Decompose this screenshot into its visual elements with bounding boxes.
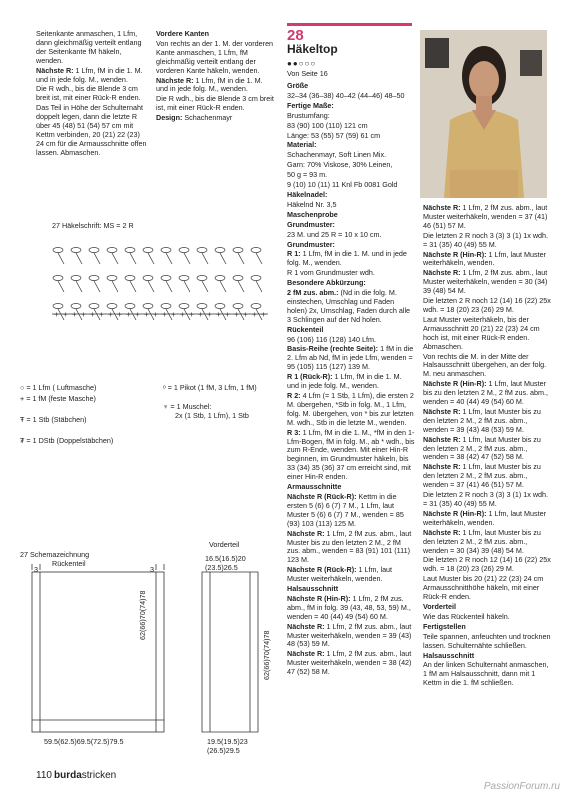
paragraph-text: Die letzten 2 R noch 12 (14) 16 (22) 25x wdh. = 18 (20) 23 (26) 29 M.	[423, 555, 551, 574]
single-crochet-mark: +	[54, 310, 59, 319]
bold-heading: Nächste R:	[423, 462, 461, 472]
single-crochet-mark: +	[207, 310, 212, 319]
paragraph-text: 23 M. und 25 R = 10 x 10 cm.	[287, 229, 382, 239]
col3-paragraph	[287, 623, 415, 650]
paragraph-text: Von rechts an der 1. M. der vorderen Kante anmaschen, 1 Lfm, fM gleichmäßig verteilt entlang der vorderen Kante häkeln, wenden.	[156, 38, 274, 75]
chain-loop	[215, 276, 225, 281]
col3-paragraph	[287, 201, 415, 210]
col3-paragraph	[287, 102, 415, 111]
single-crochet-mark: +	[234, 310, 239, 319]
single-crochet-mark: +	[225, 310, 230, 319]
col3-paragraph	[287, 141, 415, 150]
stitch-stroke	[76, 253, 82, 264]
col3-paragraph	[287, 585, 415, 594]
mid_col-paragraph	[156, 95, 276, 113]
single-crochet-mark: +	[81, 310, 86, 319]
paragraph-text: Teile spannen, anfeuchten und trocknen lassen. Schulternähte schließen.	[423, 631, 551, 650]
pattern-number: 28	[287, 27, 304, 44]
single-crochet-mark: +	[108, 310, 113, 319]
bold-heading: Nächste R:	[287, 621, 325, 631]
chain-loop	[53, 276, 63, 281]
col3-paragraph	[287, 566, 415, 584]
single-crochet-mark: +	[216, 310, 221, 319]
bold-heading: Vordere Kanten	[156, 29, 209, 38]
left_col-paragraph	[36, 30, 148, 66]
col4-paragraph	[423, 232, 551, 250]
chain-loop	[161, 276, 171, 281]
stitch-stroke	[94, 281, 100, 292]
chain-loop	[233, 276, 243, 281]
bold-heading: Nächste R:	[287, 649, 325, 659]
stitch-stroke	[202, 253, 208, 264]
paragraph-text: Laut Muster weiterhäkeln, bis der Armausschnitt 20 (21) 22 (23) 24 cm hoch ist, mit einer Rück-R enden. Abmaschen.	[423, 314, 540, 351]
bold-heading: Design:	[156, 113, 183, 123]
chain-loop	[233, 304, 243, 309]
paragraph-text: 1 Lfm, laut Muster weiterhäkeln, wenden.	[287, 565, 393, 584]
chain-loop	[143, 276, 153, 281]
single-crochet-mark: +	[126, 310, 131, 319]
chain-loop	[89, 248, 99, 253]
col3-paragraph	[287, 326, 415, 335]
paragraph-text: 1 Lfm, laut Muster bis zu den letzten 2 M., 2 fM zus. abm., wenden = 38 (42) 47 (52) 58 M.	[423, 434, 541, 462]
bold-heading: Nächste R:	[423, 434, 461, 444]
single-crochet-mark: +	[162, 310, 167, 319]
bold-heading: Nächste R:	[423, 203, 461, 212]
front-label: Vorderteil	[209, 540, 240, 549]
col3-paragraph	[287, 250, 415, 268]
bold-heading: Grundmuster:	[287, 219, 335, 229]
paragraph-text: 1 fM in die 2. Lfm ab Nd, fM in jede Lfm, wenden = 95 (105) 115 (127) 139 M.	[287, 344, 414, 372]
bold-heading: Halsausschnitt	[423, 650, 475, 660]
bold-heading: Nächste R:	[287, 528, 325, 538]
stitch-stroke	[58, 281, 64, 292]
chain-loop	[143, 248, 153, 253]
col3-paragraph	[287, 279, 415, 288]
schema-drawing	[20, 560, 280, 750]
col3-paragraph	[287, 650, 415, 677]
bold-heading: Nächste R (Hin-R):	[423, 249, 487, 259]
page-ref: Von Seite 16	[287, 69, 328, 78]
col3-paragraph	[287, 269, 415, 278]
single-crochet-mark: +	[180, 310, 185, 319]
single-crochet-mark: +	[198, 310, 203, 319]
left_col-paragraph	[36, 67, 148, 85]
bold-heading: Grundmuster:	[287, 239, 335, 249]
middle-column-text	[156, 30, 276, 124]
paragraph-text: 1 Lfm, laut Muster weiterhäkeln, wenden.	[423, 249, 547, 268]
stitch-stroke	[112, 253, 118, 264]
col3-paragraph	[287, 122, 415, 131]
col4-paragraph	[423, 408, 551, 435]
col4-paragraph	[423, 603, 551, 612]
chain-loop	[125, 276, 135, 281]
picot-icon: ᵒ	[163, 383, 166, 392]
double-crochet-icon: Ŧ	[20, 415, 25, 424]
single-crochet-mark: +	[171, 310, 176, 319]
chain-loop	[251, 248, 261, 253]
col4-paragraph	[423, 613, 551, 622]
paragraph-text: 9 (10) 10 (11) 11 Knl Fb 0081 Gold	[287, 180, 398, 190]
paragraph-text: Seitenkante anmaschen, 1 Lfm, dann gleichmäßig verteilt entlang der Seitenkante fM häkeln, wenden.	[36, 29, 142, 65]
stitch-stroke	[130, 281, 136, 292]
bold-heading: Nächste R:	[423, 527, 461, 537]
paragraph-text: An der linken Schulternaht anmaschen, 1 fM am Halsausschnitt, dann mit 1 Kettm in die 1. fM schließen.	[423, 660, 549, 688]
watermark: PassionForum.ru	[483, 781, 560, 792]
chain-loop	[161, 248, 171, 253]
back-label: Rückenteil	[52, 559, 86, 568]
paragraph-text: 1 Lfm, 2 fM zus. abm., laut Muster bis zu den letzten 2 M., 2 fM zus. abm., wenden = 83 (91) 101 (111) 123 M.	[287, 528, 412, 565]
paragraph-text: Die letzten 2 R noch 3 (3) 3 (1) 1x wdh. = 31 (35) 40 (49) 55 M.	[423, 490, 549, 508]
col3-paragraph	[287, 493, 415, 529]
bold-heading: Nächste R:	[156, 75, 194, 85]
stitch-stroke	[148, 253, 154, 264]
single-crochet-mark: +	[117, 310, 122, 319]
paragraph-text: 1 Lfm, fM in die 1. M. und in jede folg. M., wenden.	[156, 75, 263, 94]
col4-paragraph	[423, 491, 551, 509]
chain-loop	[89, 276, 99, 281]
paragraph-text: Länge: 53 (55) 57 (59) 61 cm	[287, 130, 381, 140]
paragraph-text: 1 Lfm, 2 fM zus. abm., laut Muster weiterhäkeln, wenden = 37 (41) 46 (51) 57 M.	[423, 203, 548, 230]
col4-paragraph	[423, 661, 551, 688]
stitch-stroke	[238, 253, 244, 264]
difficulty-dots: ●●○○○	[287, 59, 317, 68]
mid_col-paragraph	[156, 77, 276, 95]
back-mark-right: 3	[150, 565, 154, 574]
col3-paragraph	[287, 151, 415, 160]
left_col-paragraph	[36, 104, 148, 157]
single-crochet-mark: +	[90, 310, 95, 319]
paragraph-text: 1 Lfm, laut Muster weiterhäkeln, wenden.	[423, 508, 547, 527]
paragraph-text: 1 Lfm, 2 fM zus. abm., laut Muster weiterhäkeln, wenden = 39 (43) 48 (53) 59 M.	[287, 621, 412, 649]
chain-loop	[215, 304, 225, 309]
chart-label: 27 Häkelschrift: MS = 2 R	[52, 221, 134, 230]
col3-paragraph	[287, 241, 415, 250]
paragraph-text: 32–34 (36–38) 40–42 (44–46) 48–50	[287, 90, 405, 100]
mid_col-paragraph	[156, 114, 276, 123]
bold-heading: 2 fM zus. abm.:	[287, 288, 339, 298]
paragraph-text: 50 g = 93 m.	[287, 170, 328, 180]
chain-loop	[179, 304, 189, 309]
col3-paragraph	[287, 191, 415, 200]
single-crochet-mark: +	[99, 310, 104, 319]
stitch-stroke	[220, 281, 226, 292]
col4-paragraph	[423, 510, 551, 528]
col3-paragraph	[287, 483, 415, 492]
col3-paragraph	[287, 171, 415, 180]
paragraph-text: 1 Lfm, fM in die 1. M. und in jede folg. M., wenden.	[36, 65, 143, 84]
chain-loop	[179, 248, 189, 253]
col4-paragraph	[423, 575, 551, 602]
paragraph-text: Häkelnd Nr. 3,5	[287, 199, 337, 209]
bold-heading: R 3:	[287, 427, 301, 437]
bold-heading: Maschenprobe	[287, 209, 338, 219]
paragraph-text: Die letzten 2 R noch 3 (3) 3 (1) 1x wdh. = 31 (35) 40 (49) 55 M.	[423, 230, 549, 249]
bold-heading: Fertigstellen	[423, 621, 466, 631]
front-bottom-width: 19.5(19.5)23	[207, 737, 248, 746]
front-top-width: 16.5(16.5)20	[205, 554, 246, 563]
col4-paragraph	[423, 297, 551, 315]
chain-loop	[107, 276, 117, 281]
paragraph-text: 1 Lfm, 2 fM zus. abm., laut Muster weiterhäkeln, wenden = 30 (34) 39 (48) 54 M.	[423, 268, 548, 296]
col3-paragraph	[287, 595, 415, 622]
chain-loop	[215, 248, 225, 253]
paragraph-text: 1 Lfm, fM in die 1. M. und in jede folg. M., wenden.	[287, 372, 402, 391]
stitch-stroke	[112, 281, 118, 292]
bold-heading: R 2:	[287, 391, 301, 400]
crochet-chart	[40, 232, 280, 322]
paragraph-text: Kettm in die ersten 5 (6) 6 (7) 7 M., 1 Lfm, laut Muster 5 (6) 6 (7) 7 M., wenden = 85 (93) 103 (113) 125 M.	[287, 491, 404, 528]
single-crochet-mark: +	[135, 310, 140, 319]
col4-paragraph	[423, 652, 551, 661]
paragraph-text: 1 Lfm, laut Muster bis zu den letzten 2 M., 2 fM zus. abm., wenden = 30 (34) 39 (48) 54 M.	[423, 527, 541, 555]
bold-heading: Basis-Reihe (rechte Seite):	[287, 344, 379, 354]
stitch-stroke	[202, 281, 208, 292]
back-width: 59.5(62.5)69.5(72.5)79.5	[44, 737, 124, 746]
chain-loop	[125, 248, 135, 253]
paragraph-text: 83 (90) 100 (110) 121 cm	[287, 120, 368, 130]
stitch-stroke	[148, 281, 154, 292]
materials-column-text	[287, 82, 415, 678]
stitch-stroke	[76, 281, 82, 292]
bold-heading: Nächste R (Hin-R):	[287, 593, 351, 603]
paragraph-text: 1 Lfm, fM in die 1. M. und in jede folg. M., wenden.	[287, 249, 407, 268]
paragraph-text: Schachenmayr	[182, 113, 233, 123]
bold-heading: Nächste R:	[423, 406, 461, 416]
chain-loop	[197, 276, 207, 281]
paragraph-text: Schachenmayr, Soft Linen Mix.	[287, 150, 387, 160]
front-height: 62(66)70(74)78	[262, 630, 271, 680]
col4-paragraph	[423, 463, 551, 490]
col3-paragraph	[287, 392, 415, 428]
legend-right: ᵒ = 1 Pikot (1 fM, 3 Lfm, 1 fM) ♆ = 1 Muschel: 2x (1 Stb, 1 Lfm), 1 Stb	[163, 383, 257, 420]
paragraph-text: Wie das Rückenteil häkeln.	[423, 611, 510, 621]
mid_col-paragraph	[156, 40, 276, 76]
bold-heading: Größe	[287, 81, 309, 90]
col3-paragraph	[287, 429, 415, 482]
col4-paragraph	[423, 316, 551, 352]
stitch-stroke	[184, 253, 190, 264]
stitch-stroke	[166, 253, 172, 264]
chain-loop	[71, 304, 81, 309]
col4-paragraph	[423, 251, 551, 269]
col4-paragraph	[423, 529, 551, 556]
col3-paragraph	[287, 231, 415, 240]
model-photo	[420, 30, 547, 198]
paragraph-text: Die R wdh., bis die Blende 3 cm breit ist, mit einer Rück-R enden.	[156, 94, 274, 113]
bold-heading: Nächste R:	[423, 268, 461, 278]
front-top-width-2: (23.5)26.5	[205, 563, 238, 572]
chain-loop	[71, 248, 81, 253]
stitch-stroke	[130, 253, 136, 264]
paragraph-text: 1 Lfm, 2 fM zus. abm., fM in folg. 39 (43, 48, 53, 59) M., wenden = 40 (44) 49 (54) 60 M.	[287, 593, 411, 621]
paragraph-text: Die R wdh., bis die Blende 3 cm breit ist, mit einer Rück-R enden.	[36, 84, 141, 103]
chain-stitch-icon: ○	[20, 383, 25, 392]
paragraph-text: (Nd in die folg. M. einstechen, Umschlag und Faden holen) 2x, Umschlag, Faden durch alle 3 Schlingen auf der Nd holen.	[287, 288, 411, 324]
paragraph-text: 1 Lfm, 2 fM zus. abm., laut Muster weiterhäkeln, wenden = 38 (42) 47 (52) 58 M.	[287, 649, 412, 677]
col3-paragraph	[287, 211, 415, 220]
col3-paragraph	[287, 345, 415, 372]
paragraph-text: Von rechts die M. in der Mitte der Halsausschnitt übergehen, an der folg. M. neu anmaschen.	[423, 351, 547, 379]
paragraph-text: 1 Lfm, laut Muster bis zu den letzten 2 M., 2 fM zus. abm., wenden = 37 (41) 46 (51) 57 M.	[423, 462, 541, 490]
col4-paragraph	[423, 380, 551, 407]
bold-heading: Armausschnitte	[287, 482, 342, 492]
single-crochet-mark: +	[189, 310, 194, 319]
chain-loop	[71, 276, 81, 281]
single-crochet-mark: +	[72, 310, 77, 319]
single-crochet-mark: +	[252, 310, 257, 319]
bold-heading: Halsausschnitt	[287, 584, 339, 594]
chain-loop	[53, 248, 63, 253]
stitch-stroke	[220, 253, 226, 264]
chain-loop	[251, 276, 261, 281]
bold-heading: Vorderteil	[423, 601, 457, 611]
chain-loop	[197, 248, 207, 253]
stitch-stroke	[166, 281, 172, 292]
bold-heading: Material:	[287, 140, 317, 150]
chain-loop	[107, 248, 117, 253]
col3-paragraph	[287, 336, 415, 345]
back-mark-left: 3	[34, 565, 38, 574]
paragraph-text: Die letzten 2 R noch 12 (14) 16 (22) 25x wdh. = 18 (20) 23 (26) 29 M.	[423, 296, 551, 314]
single-crochet-mark: +	[63, 310, 68, 319]
back-height: 62(66)70(74)78	[138, 590, 147, 640]
col4-paragraph	[423, 269, 551, 296]
single-crochet-mark: +	[153, 310, 158, 319]
paragraph-text: 1 Lfm, fM in die 1. M., *fM in den 1-Lfm-Bogen, fM in folg. M., ab * wdh., bis zum R-Ende, wenden. Mit einer Hin-R beginnen, im Grundmuster häkeln, bis 33 (34) 35 (36) 37 cm erreicht sind, mit einer Hin-R enden.	[287, 427, 415, 482]
schema-label: 27 Schemazeichnung	[20, 550, 90, 559]
bold-heading: Rückenteil	[287, 324, 324, 334]
bold-heading: R 1 (Rück-R):	[287, 372, 333, 382]
legend: ○ = 1 Lfm ( Luftmasche) + = 1 fM (feste Masche) Ŧ = 1 Stb (Stäbchen) ₮ = 1 DStb (Doppelstäbchen)	[20, 383, 114, 445]
paragraph-text: Brustumfang:	[287, 110, 330, 120]
col3-paragraph	[287, 161, 415, 170]
magazine-brand: burdastricken	[54, 770, 117, 781]
paragraph-text: Garn: 70% Viskose, 30% Leinen,	[287, 160, 393, 170]
paragraph-text: 1 Lfm, laut Muster bis zu den letzten 2 M., 2 fM zus. abm., wenden = 40 (44) 49 (54) 60 M.	[423, 379, 549, 407]
col3-paragraph	[287, 221, 415, 230]
bold-heading: Besondere Abkürzung:	[287, 278, 366, 288]
chain-loop	[233, 248, 243, 253]
col3-paragraph	[287, 373, 415, 391]
bold-heading: R 1:	[287, 249, 301, 259]
col4-paragraph	[423, 556, 551, 574]
bold-heading: Nächste R (Hin-R):	[423, 379, 487, 389]
pattern-title: Häkeltop	[287, 42, 338, 56]
col3-paragraph	[287, 82, 415, 91]
col4-paragraph	[423, 436, 551, 463]
col4-paragraph	[423, 623, 551, 632]
paragraph-text: Das Teil in Höhe der Schulternaht doppelt legen, dann die letzte R über 45 (48) 51 (54) 57 cm mit Kettm verbinden, 20 (21) 22 (23) 24 cm für die Armausschnitte offen lassen. Abmaschen.	[36, 103, 147, 157]
treble-crochet-icon: ₮	[20, 436, 25, 445]
paragraph-text: 96 (106) 116 (128) 140 Lfm.	[287, 334, 376, 344]
page-number: 110	[36, 770, 52, 781]
back-piece-column-text	[423, 204, 551, 689]
single-crochet-mark: +	[261, 310, 266, 319]
left-column-text	[36, 30, 148, 159]
bold-heading: Nächste R (Hin-R):	[423, 508, 487, 518]
bold-heading: Fertige Maße:	[287, 100, 334, 110]
stitch-stroke	[256, 253, 262, 264]
chain-loop	[161, 304, 171, 309]
bold-heading: Nächste R (Rück-R):	[287, 491, 357, 501]
stitch-stroke	[58, 253, 64, 264]
paragraph-text: 1 Lfm, laut Muster bis zu den letzten 2 M., 2 fM zus. abm., wenden = 39 (43) 48 (53) 59 M.	[423, 406, 541, 434]
single-crochet-icon: +	[20, 394, 25, 403]
paragraph-text: 4 Lfm (= 1 Stb, 1 Lfm), die ersten 2 M. übergehen, *Stb in folg. M., 1 Lfm, folg. M. übergehen, von * bis zur letzten M. wdh., Stb in die letzte M., wenden.	[287, 391, 414, 427]
col4-paragraph	[423, 633, 551, 651]
col3-paragraph	[287, 530, 415, 566]
mid_col-paragraph	[156, 30, 276, 39]
col3-paragraph	[287, 132, 415, 141]
shell-icon: ♆	[163, 402, 169, 411]
left_col-paragraph	[36, 85, 148, 103]
chain-loop	[197, 304, 207, 309]
stitch-stroke	[94, 253, 100, 264]
chain-loop	[107, 304, 117, 309]
chain-loop	[179, 276, 189, 281]
col4-paragraph	[423, 353, 551, 380]
bold-heading: Nächste R:	[36, 65, 74, 75]
col3-paragraph	[287, 92, 415, 101]
paragraph-text: Laut Muster bis 20 (21) 22 (23) 24 cm Armausschnitthöhe häkeln, mit einer Rück-R enden.	[423, 574, 544, 602]
bold-heading: Häkelnadel:	[287, 189, 328, 199]
col3-paragraph	[287, 112, 415, 121]
chain-loop	[53, 304, 63, 309]
chain-loop	[251, 304, 261, 309]
chain-loop	[89, 304, 99, 309]
accent-bar	[287, 23, 412, 26]
stitch-stroke	[238, 281, 244, 292]
bold-heading: Nächste R (Rück-R):	[287, 565, 357, 575]
single-crochet-mark: +	[144, 310, 149, 319]
stitch-stroke	[256, 281, 262, 292]
chain-loop	[125, 304, 135, 309]
paragraph-text: R 1 vom Grundmuster wdh.	[287, 268, 375, 278]
single-crochet-mark: +	[243, 310, 248, 319]
front-bottom-width-2: (26.5)29.5	[207, 746, 240, 755]
stitch-stroke	[184, 281, 190, 292]
col3-paragraph	[287, 181, 415, 190]
col3-paragraph	[287, 289, 415, 325]
chain-loop	[143, 304, 153, 309]
col4-paragraph	[423, 204, 551, 231]
